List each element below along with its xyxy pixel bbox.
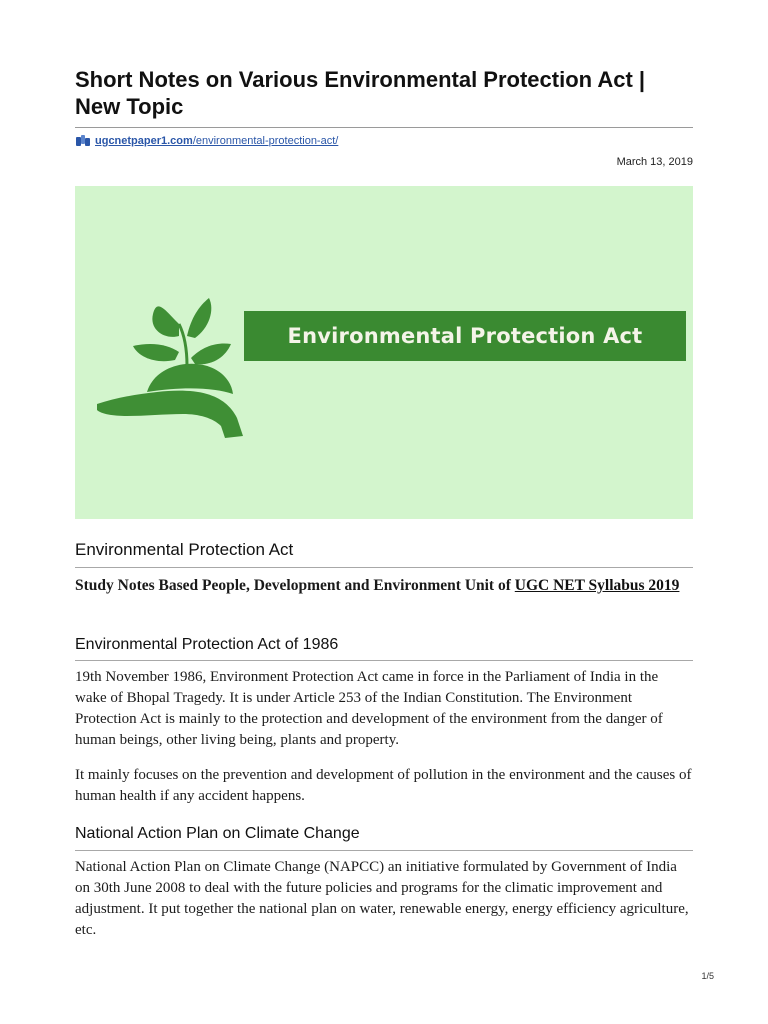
section2-heading: National Action Plan on Climate Change — [75, 825, 360, 842]
intro-label: Study Notes Based People, Development and Environment Unit of — [75, 577, 515, 594]
source-path[interactable]: /environmental-protection-act/ — [192, 135, 339, 147]
section1-paragraph-1: 19th November 1986, Environment Protection Act came in force in the Parliament of India in the wake of Bhopal Tragedy. It is under Article 253 of the Indian Constitution. The Environment Protection Act is mainly to the protection and development of the environment from the danger of human beings, other living being, plants and property. — [75, 669, 663, 748]
section1-divider — [75, 660, 693, 661]
page-indicator: 1/5 — [701, 971, 714, 981]
page-title: Short Notes on Various Environmental Protection Act | New Topic — [75, 67, 646, 119]
section2-divider — [75, 850, 693, 851]
syllabus-link[interactable]: UGC NET Syllabus 2019 — [514, 577, 680, 594]
section1-paragraph-2: It mainly focuses on the prevention and development of pollution in the environment and the causes of human health if any accident happens. — [75, 767, 692, 804]
publish-date: March 13, 2019 — [616, 156, 693, 168]
hero-image — [75, 186, 693, 519]
section1-heading: Environmental Protection Act of 1986 — [75, 636, 339, 653]
main-heading: Environmental Protection Act — [75, 540, 294, 559]
main-heading-divider — [75, 567, 693, 568]
link-icon — [75, 134, 91, 148]
title-divider — [75, 127, 693, 128]
source-domain[interactable]: ugcnetpaper1.com — [95, 135, 193, 147]
section2-paragraph-1: National Action Plan on Climate Change (NAPCC) an initiative formulated by Government of India on 30th June 2008 to deal with the future policies and programs for the climatic improvement and adjustment. It put together the national plan on water, renewable energy, energy efficiency agriculture, etc. — [75, 859, 689, 938]
source-link[interactable] — [75, 133, 338, 149]
hero-banner: Environmental Protection Act — [244, 311, 686, 361]
intro-text — [75, 575, 693, 596]
